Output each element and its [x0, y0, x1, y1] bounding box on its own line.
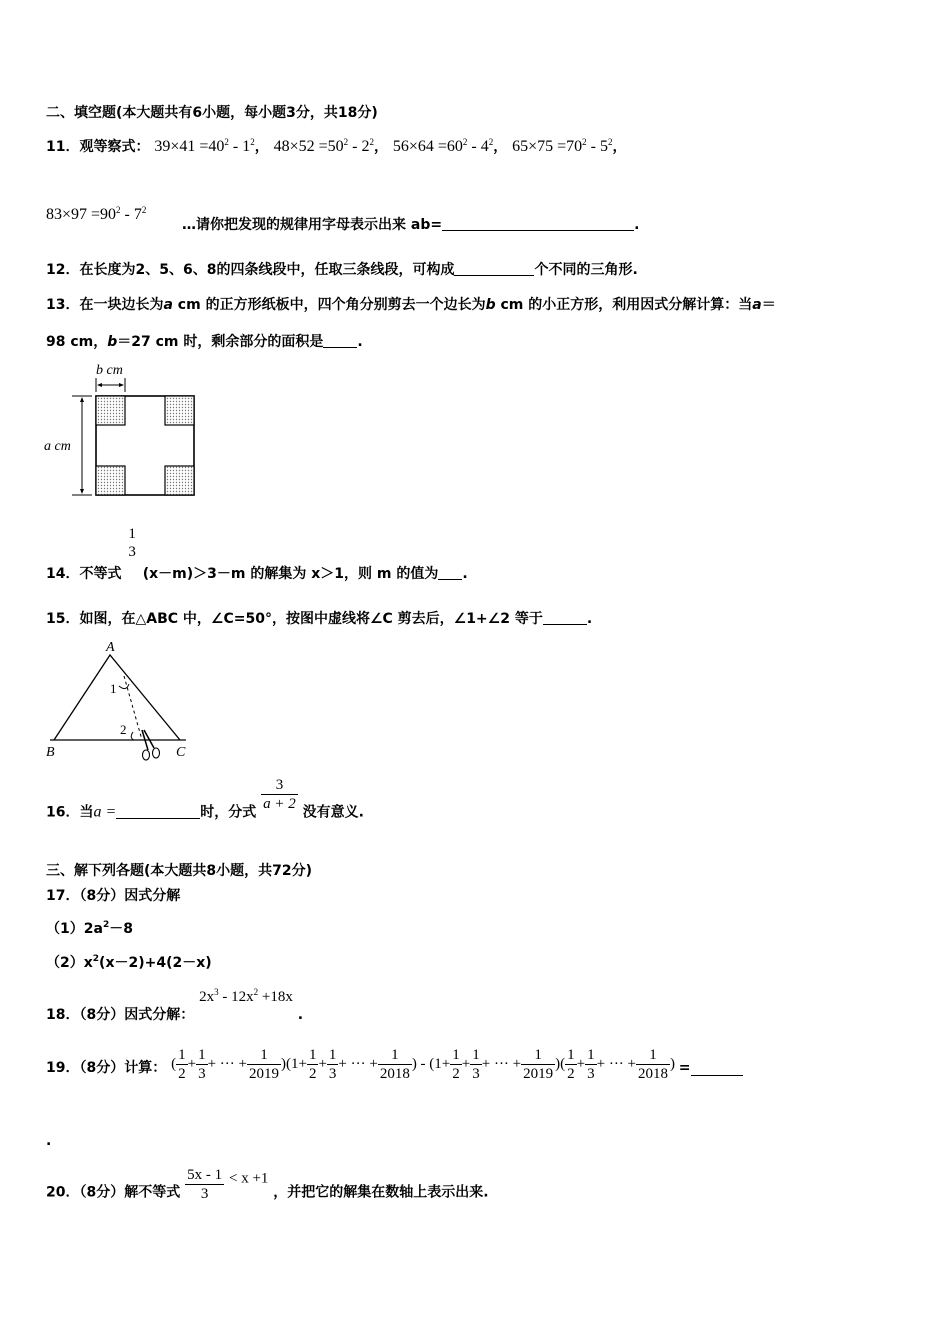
q18-expression: $2x^3 - 12x^2 +18x$: [199, 987, 293, 1005]
q14-fraction: 1 3: [128, 526, 136, 560]
q11-eq3: $56\times 64 =60^2 - 4^2$: [392, 137, 494, 155]
q11-eq2: $48\times 52 =50^2 - 2^2$: [273, 137, 374, 155]
triangle-sides: [54, 655, 180, 740]
section-2-heading: 二、填空题(本大题共有6小题，每小题3分，共18分): [46, 105, 378, 121]
question-17-part1: $(1)2a^2-8$: [46, 920, 133, 937]
triangle-figure: [40, 638, 200, 770]
q11-answer-blank[interactable]: [442, 216, 634, 231]
q14-answer-blank[interactable]: [438, 565, 462, 580]
cut-line: [124, 676, 142, 740]
q19-end-mark: .: [46, 1133, 52, 1149]
question-13-line1: 13．在一块边长为a cm 的正方形纸板中，四个角分别剪去一个边长为b cm 的小正方形，利用因式分解计算：当a＝: [46, 297, 776, 313]
vertex-a-label: A: [106, 640, 115, 655]
question-12: 12．在长度为2、5、6、8的四条线段中，任取三条线段，可构成 个不同的三角形.: [46, 262, 638, 278]
q19-expression: ( $\frac{1}{2}$ + $\frac{1}{3}$ + ··· + $\frac{1}{2019}$ )(1+ $\frac{1}{2}$ + $\frac{1}{3}$ + ··· + $\frac{1}{2018}$ ) - (1+ $\frac{1}{2}$ + $\frac{1}{3}$ + ··· + $\frac{1}{2019}$ )( $\frac{1}{2}$ + $\frac{1}{3}$ + ··· + $\frac{1}{2018}$ ): [171, 1047, 676, 1082]
angle-1-label: 1: [110, 681, 117, 696]
q13-answer-blank[interactable]: [323, 333, 357, 348]
q16-answer-blank[interactable]: [116, 804, 200, 819]
vertex-b-label: B: [46, 745, 55, 760]
corner-cut-br: [165, 466, 194, 495]
a-cm-label: a cm: [44, 439, 71, 454]
q11-eq4: $65\times 75 =70^2 - 5^2$: [512, 137, 613, 155]
question-11: 11．观等察式： $39\times 41 =40^2 - 1^2$， $48\times 52 =50^2 - 2^2$， $56\times 64 =60^2 - 4^2$， $65\times 75 =70^2 - 5^2$，: [46, 137, 627, 155]
q19-answer-blank[interactable]: [691, 1061, 743, 1076]
square-cutout-figure: [40, 358, 210, 503]
q11-eq1: $39\times 41 =40^2 - 1^2$: [154, 137, 255, 155]
b-cm-label: b cm: [96, 363, 123, 378]
q16-fraction: $\frac{3}{a + 2}$: [263, 777, 296, 812]
question-15: 15．如图，在△ABC 中，∠C=50°，按图中虚线将∠C 剪去后，∠1+∠2 等于 .: [46, 611, 593, 627]
question-14: 14．不等式 1 3 (x－m)＞3－m 的解集为 x＞1，则 m 的值为 .: [46, 526, 468, 582]
question-17: 17．（8分）因式分解: [46, 888, 181, 904]
section-3-heading: 三、解下列各题(本大题共8小题，共72分): [46, 863, 313, 879]
scissors-icon: [142, 730, 160, 760]
angle-2-label: 2: [120, 722, 127, 737]
question-17-part2: $(2)x^2(x-2)+4(2-x)$: [46, 954, 212, 971]
question-18: 18．（8分）因式分解： $2x^3 - 12x^2 +18x$ .: [46, 987, 304, 1023]
q20-rhs: < x +1: [228, 1170, 269, 1187]
q11-label: 11．观等察式：: [46, 139, 150, 155]
question-20: 20．（8分）解不等式 $\frac{5x - 1}{3}$ < x +1 ，并把它的解集在数轴上表示出来.: [46, 1167, 489, 1202]
vertex-c-label: C: [176, 745, 186, 760]
q11-eq5: $83\times 97 =90^2 - 7^2$: [46, 205, 147, 223]
corner-cut-tr: [165, 396, 194, 425]
q20-fraction: $\frac{5x - 1}{3}$: [187, 1167, 223, 1202]
q15-answer-blank[interactable]: [543, 610, 587, 625]
question-11-cont: [46, 206, 146, 224]
question-13-line2: 98 cm，b＝27 cm 时，剩余部分的面积是 .: [46, 334, 363, 350]
q11-prompt: …请你把发现的规律用字母表示出来 ab= .: [182, 217, 640, 233]
corner-cut-tl: [96, 396, 125, 425]
question-19: 19．（8分）计算： ( $\frac{1}{2}$ + $\frac{1}{3}$ + ··· + $\frac{1}{2019}$ )(1+ $\frac{1}{2}$ + $\frac{1}{3}$ + ··· + $\frac{1}{2018}$ ) - (1+ $\frac{1}{2}$ + $\frac{1}{3}$ + ··· + $\frac{1}{2019}$ )( $\frac{1}{2}$ + $\frac{1}{3}$ + ··· + $\frac{1}{2018}$ ) =: [46, 1046, 743, 1083]
q12-answer-blank[interactable]: [454, 261, 534, 276]
corner-cut-bl: [96, 466, 125, 495]
question-16: 16．当a = 时，分式 $\frac{3}{a + 2}$ 没有意义.: [46, 777, 364, 821]
